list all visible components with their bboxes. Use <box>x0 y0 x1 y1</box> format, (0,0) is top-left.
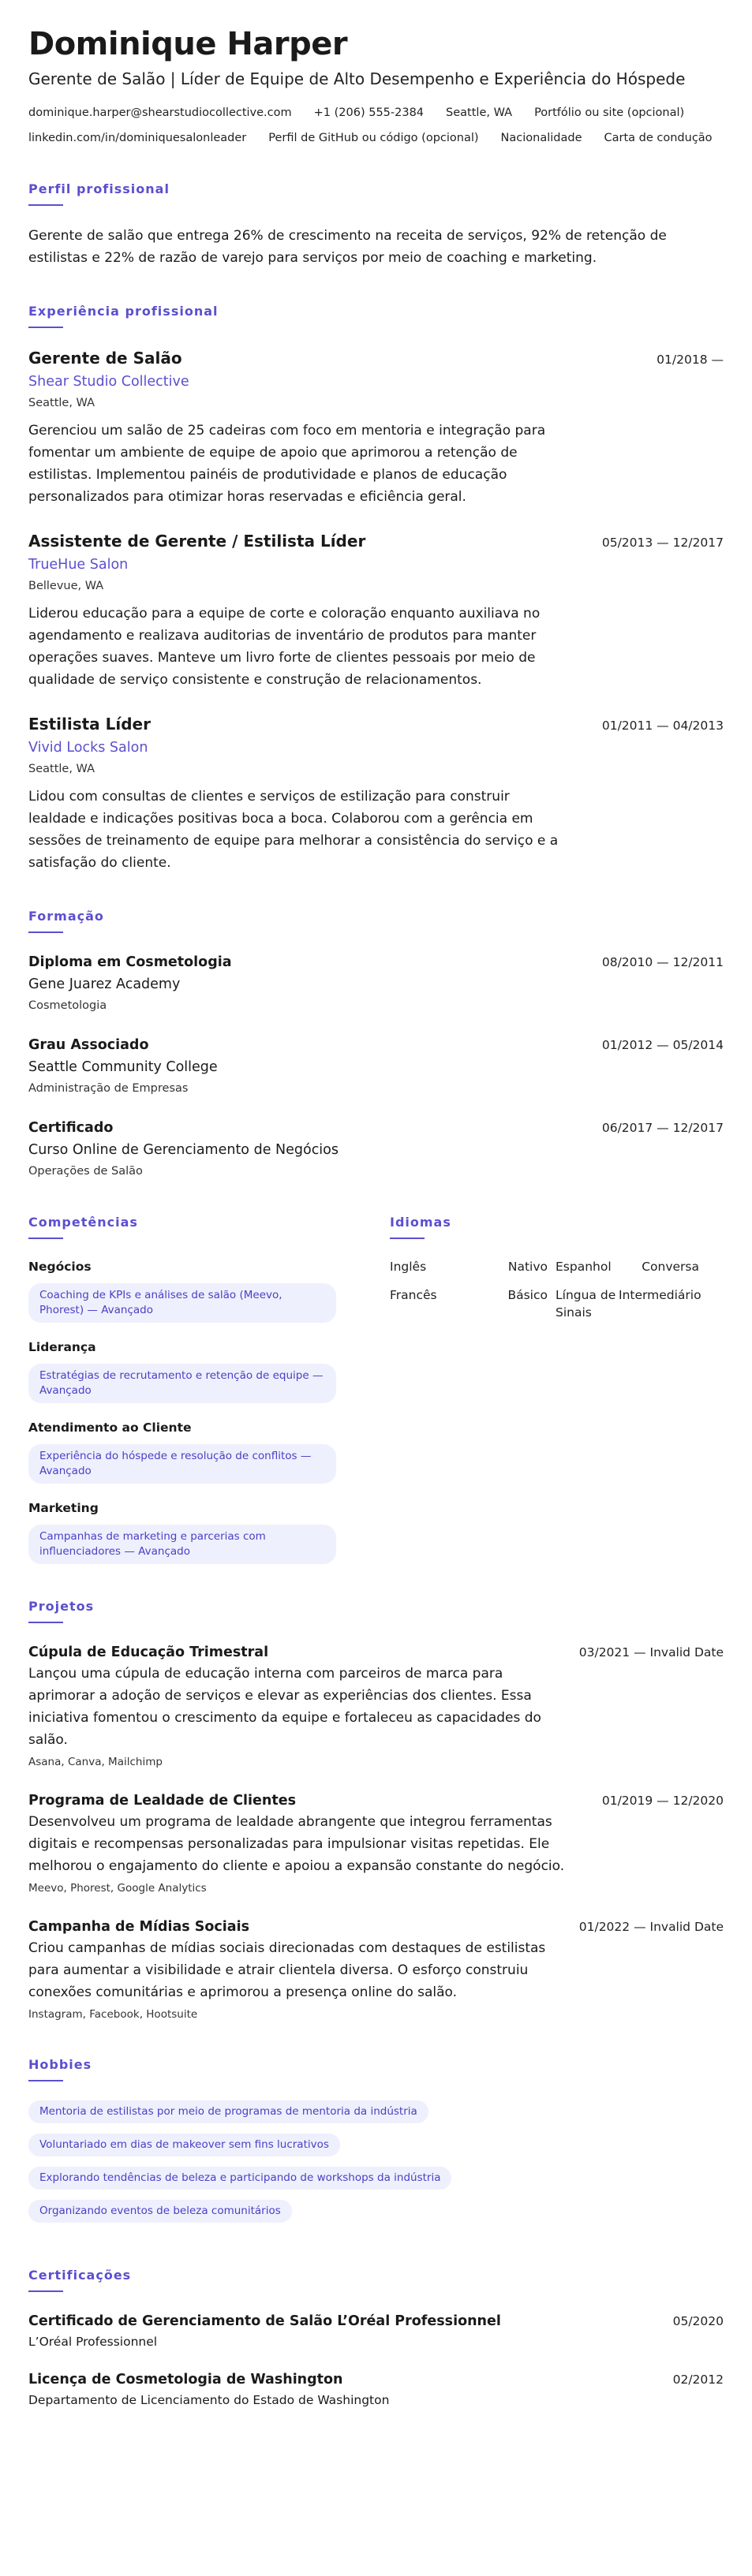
project-name: Campanha de Mídias Sociais <box>28 1919 250 1935</box>
section-divider <box>28 327 63 328</box>
skill-tag: Campanhas de marketing e parcerias com influenciadores — Avançado <box>28 1525 336 1564</box>
project-dates: 01/2022 — Invalid Date <box>578 1920 724 1934</box>
education-entry <box>28 952 724 1014</box>
certification-date: 02/2012 <box>672 2373 724 2387</box>
language-name: Inglês <box>390 1260 427 1274</box>
language-level: Nativo <box>507 1260 548 1274</box>
study-field: Cosmetologia <box>28 999 107 1012</box>
degree-title: Diploma em Cosmetologia <box>28 954 232 970</box>
school-name: Curso Online de Gerenciamento de Negócios <box>28 1142 339 1158</box>
education-section <box>28 909 724 1180</box>
language-level: Conversa <box>642 1260 699 1274</box>
certification-entry <box>28 2311 724 2350</box>
study-field: Administração de Empresas <box>28 1082 189 1095</box>
section-divider <box>28 2080 63 2081</box>
contact-linkedin[interactable]: linkedin.com/in/dominiquesalonleader <box>28 132 247 144</box>
project-dates: 03/2021 — Invalid Date <box>578 1645 724 1659</box>
experience-entry <box>28 347 724 508</box>
hobby-tag: Voluntariado em dias de makeover sem fins lucrativos <box>28 2134 340 2156</box>
project-name: Programa de Lealdade de Clientes <box>28 1793 297 1809</box>
education-dates: 08/2010 — 12/2011 <box>601 955 724 969</box>
job-title: Estilista Líder <box>28 715 151 734</box>
project-description: Criou campanhas de mídias sociais direcionadas com destaques de estilistas para aumentar a visibilidade e atrair clientela diversa. O esforço construiu conexões comunitárias e aprimorou a presença online do salão. <box>28 1940 546 2000</box>
skill-category: Liderança <box>28 1340 96 1354</box>
job-location: Seattle, WA <box>28 397 95 409</box>
section-title: Competências <box>28 1215 138 1230</box>
job-title: Assistente de Gerente / Estilista Líder <box>28 532 366 551</box>
section-title: Formação <box>28 909 104 924</box>
candidate-headline: Gerente de Salão | Líder de Equipe de Alto Desempenho e Experiência do Hóspede <box>28 69 686 88</box>
project-entry <box>28 1790 724 1896</box>
job-dates: 01/2018 — <box>657 353 724 367</box>
school-name: Gene Juarez Academy <box>28 976 181 992</box>
languages-section <box>390 1215 707 1564</box>
certification-issuer: Departamento de Licenciamento do Estado de Washington <box>28 2393 390 2407</box>
job-dates: 01/2011 — 04/2013 <box>601 719 724 733</box>
contact-portfolio[interactable]: Portfólio ou site (opcional) <box>534 106 685 119</box>
project-tools: Meevo, Phorest, Google Analytics <box>28 1882 207 1895</box>
experience-entry <box>28 530 724 691</box>
job-description: Lidou com consultas de clientes e serviços de estilização para construir lealdade e indicações positivas boca a boca. Colaborou com a gerência em sessões de treinamento de equipe para melhorar a consistência do serviço e a satisfação do cliente. <box>28 789 559 871</box>
section-divider <box>28 204 63 206</box>
experience-section <box>28 304 724 874</box>
section-title: Hobbies <box>28 2057 92 2072</box>
certification-name: Certificado de Gerenciamento de Salão L’Oréal Professionnel <box>28 2313 501 2329</box>
section-title: Projetos <box>28 1599 95 1614</box>
job-title: Gerente de Salão <box>28 349 182 368</box>
section-divider <box>28 1238 63 1239</box>
hobby-tag: Mentoria de estilistas por meio de programas de mentoria da indústria <box>28 2100 428 2123</box>
certification-entry <box>28 2369 724 2409</box>
company-name: Vivid Locks Salon <box>28 740 148 756</box>
job-description: Gerenciou um salão de 25 cadeiras com foco em mentoria e integração para fomentar um ambiente de equipe de apoio que aprimorou a retenção de estilistas. Implementou painéis de produtividade e planos de educação personalizados para otimizar horas reservadas e eficiência geral. <box>28 423 546 505</box>
job-dates: 05/2013 — 12/2017 <box>601 536 724 550</box>
company-name: Shear Studio Collective <box>28 374 189 390</box>
study-field: Operações de Salão <box>28 1165 143 1178</box>
experience-entry <box>28 713 724 874</box>
education-entry <box>28 1118 724 1180</box>
skill-category: Negócios <box>28 1260 92 1274</box>
job-location: Bellevue, WA <box>28 580 104 592</box>
contact-driving-license: Carta de condução <box>604 132 713 144</box>
summary-section <box>28 181 724 269</box>
certification-issuer: L’Oréal Professionnel <box>28 2335 158 2349</box>
project-tools: Instagram, Facebook, Hootsuite <box>28 2008 198 2021</box>
section-divider <box>28 2290 63 2292</box>
project-description: Lançou uma cúpula de educação interna com parceiros de marca para aprimorar a adoção de serviços e elevar as experiências dos clientes. Essa iniciativa fomentou o crescimento da equipe e fortaleceu as capacidades do salão. <box>28 1666 541 1748</box>
section-divider <box>390 1238 425 1239</box>
skill-category: Atendimento ao Cliente <box>28 1421 192 1435</box>
skill-group <box>28 1258 360 1323</box>
language-level: Básico <box>507 1288 548 1302</box>
certification-name: Licença de Cosmetologia de Washington <box>28 2372 343 2387</box>
certifications-section <box>28 2268 724 2409</box>
skill-group <box>28 1419 360 1484</box>
contact-email[interactable]: dominique.harper@shearstudiocollective.com <box>28 106 292 119</box>
section-title: Certificações <box>28 2268 132 2283</box>
degree-title: Certificado <box>28 1120 114 1136</box>
project-tools: Asana, Canva, Mailchimp <box>28 1756 163 1768</box>
section-title: Idiomas <box>390 1215 451 1230</box>
resume-header <box>28 25 724 147</box>
contact-github[interactable]: Perfil de GitHub ou código (opcional) <box>268 132 479 144</box>
project-description: Desenvolveu um programa de lealdade abrangente que integrou ferramentas digitais e recompensas personalizadas para impulsionar visitas repetidas. Ele melhorou o engajamento do cliente e apoiou a expansão constante do negócio. <box>28 1814 565 1874</box>
project-dates: 01/2019 — 12/2020 <box>601 1794 724 1808</box>
section-divider <box>28 931 63 933</box>
language-name: Língua de Sinais <box>556 1288 616 1320</box>
contact-phone[interactable]: +1 (206) 555-2384 <box>313 106 425 119</box>
section-divider <box>28 1622 63 1623</box>
contact-location: Seattle, WA <box>446 106 513 119</box>
project-entry <box>28 1642 724 1770</box>
education-dates: 01/2012 — 05/2014 <box>601 1038 724 1052</box>
candidate-name: Dominique Harper <box>28 26 348 62</box>
job-location: Seattle, WA <box>28 763 95 775</box>
skill-tag: Experiência do hóspede e resolução de conflitos — Avançado <box>28 1444 336 1484</box>
education-dates: 06/2017 — 12/2017 <box>601 1121 724 1135</box>
skill-tag: Estratégias de recrutamento e retenção de equipe — Avançado <box>28 1364 336 1403</box>
language-list <box>390 1258 707 1321</box>
contact-nationality: Nacionalidade <box>500 132 582 144</box>
school-name: Seattle Community College <box>28 1059 218 1075</box>
skill-group <box>28 1499 360 1564</box>
summary-text: Gerente de salão que entrega 26% de crescimento na receita de serviços, 92% de retenção de estilistas e 22% de razão de varejo para serviços por meio de coaching e marketing. <box>28 228 667 266</box>
hobby-tag: Explorando tendências de beleza e participando de workshops da indústria <box>28 2167 451 2190</box>
job-description: Liderou educação para a equipe de corte e coloração enquanto auxiliava no agendamento e realizava auditorias de inventário de produtos para manter operações suaves. Manteve um livro forte de clientes pessoais por meio de qualidade de serviço consistente e construção de relacionamentos. <box>28 606 541 688</box>
skills-section <box>28 1215 360 1564</box>
education-entry <box>28 1035 724 1097</box>
project-entry <box>28 1917 724 2022</box>
hobby-tag: Organizando eventos de beleza comunitários <box>28 2200 292 2223</box>
hobbies-section <box>28 2057 724 2233</box>
skill-group <box>28 1338 360 1403</box>
skills-languages-row <box>28 1215 724 1564</box>
degree-title: Grau Associado <box>28 1037 149 1053</box>
skill-tag: Coaching de KPIs e análises de salão (Meevo, Phorest) — Avançado <box>28 1283 336 1323</box>
section-title: Perfil profissional <box>28 181 170 196</box>
company-name: TrueHue Salon <box>28 557 129 573</box>
skill-category: Marketing <box>28 1501 99 1515</box>
certification-date: 05/2020 <box>672 2314 724 2328</box>
language-level: Intermediário <box>619 1288 701 1302</box>
contact-list <box>28 104 724 147</box>
project-name: Cúpula de Educação Trimestral <box>28 1645 269 1660</box>
language-name: Francês <box>390 1288 437 1302</box>
projects-section <box>28 1599 724 2022</box>
language-name: Espanhol <box>556 1260 612 1274</box>
section-title: Experiência profissional <box>28 304 219 319</box>
